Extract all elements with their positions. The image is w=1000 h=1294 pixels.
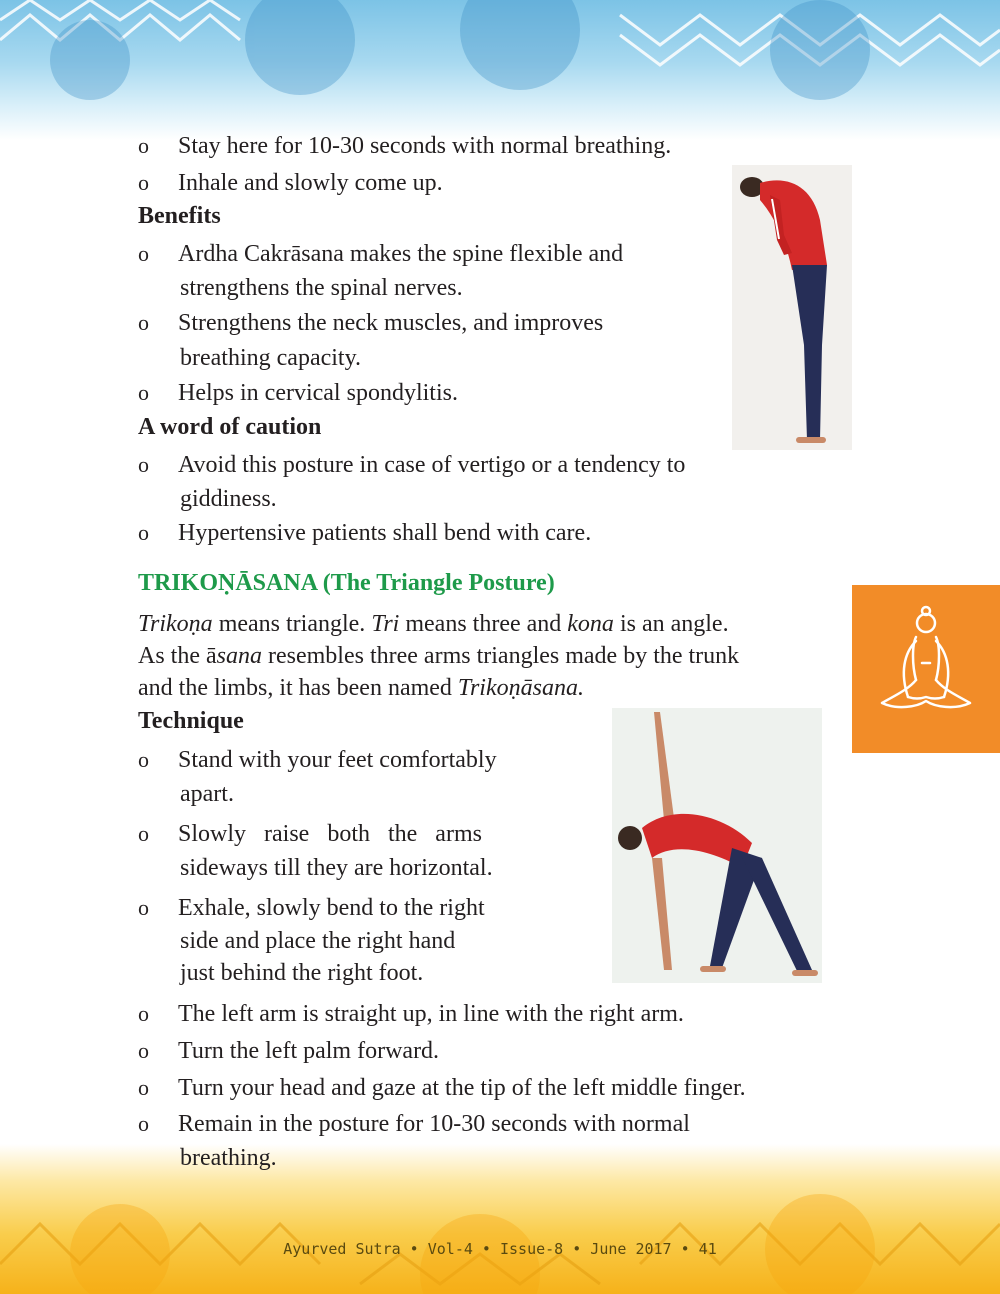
list-item-text-cont: breathing.	[180, 1145, 277, 1171]
term-trikona: Trikoṇa	[138, 611, 213, 637]
list-item-text: Turn your head and gaze at the tip of the left middle finger.	[178, 1075, 746, 1101]
list-item-text-cont: apart.	[180, 781, 234, 807]
intro-text: is an angle.	[613, 611, 729, 637]
bullet: o	[138, 1111, 149, 1136]
section-side-tab	[852, 585, 1000, 753]
triangle-posture-figure	[612, 708, 822, 983]
trikonasana-heading: TRIKOṆĀSANA (The Triangle Posture)	[138, 570, 555, 596]
intro-text: resembles three arms triangles made by the trunk	[262, 643, 740, 669]
intro-text: means triangle.	[212, 611, 372, 637]
bullet: o	[138, 310, 149, 335]
list-item-text: Slowly raise both the arms	[178, 821, 482, 847]
meditation-figure-icon	[852, 585, 1000, 753]
bullet: o	[138, 747, 149, 772]
trikonasana-intro-line-3	[138, 672, 584, 704]
list-item-text-cont: just behind the right foot.	[180, 960, 424, 986]
term-asana: sana	[216, 643, 262, 669]
list-item-text-cont: breathing capacity.	[180, 345, 362, 371]
term-trikonasana: Trikoṇāsana.	[457, 675, 584, 701]
standing-backbend-figure	[732, 165, 852, 450]
list-item-text: Helps in cervical spondylitis.	[178, 380, 458, 406]
list-item-text: Avoid this posture in case of vertigo or a tendency to	[178, 452, 686, 478]
term-tri: Tri	[371, 611, 400, 637]
bullet: o	[138, 170, 149, 195]
list-item-text: The left arm is straight up, in line with the right arm.	[178, 1001, 684, 1027]
bullet: o	[138, 520, 149, 545]
list-item-text: Turn the left palm forward.	[178, 1038, 440, 1064]
intro-text: As the ā	[138, 643, 217, 669]
top-mandala-pattern	[0, 0, 1000, 140]
bullet: o	[138, 1075, 149, 1100]
bullet: o	[138, 380, 149, 405]
trikonasana-intro-line-2	[138, 640, 739, 672]
bullet: o	[138, 895, 149, 920]
list-item-text: Stay here for 10-30 seconds with normal breathing.	[178, 133, 672, 159]
list-item-text-cont: sideways till they are horizontal.	[180, 855, 493, 881]
trikonasana-intro-line-1	[138, 608, 729, 640]
page-footer: Ayurved Sutra • Vol-4 • Issue-8 • June 2017 • 41	[283, 1240, 717, 1258]
trikonasana-photo	[612, 708, 822, 983]
bullet: o	[138, 241, 149, 266]
list-item-text: Stand with your feet comfortably	[178, 747, 497, 773]
bullet: o	[138, 1001, 149, 1026]
list-item-text-cont: side and place the right hand	[180, 928, 456, 954]
bullet: o	[138, 821, 149, 846]
caution-heading: A word of caution	[138, 414, 322, 440]
list-item-text: Exhale, slowly bend to the right	[178, 895, 485, 921]
bottom-decorative-band	[0, 1144, 1000, 1294]
bottom-mandala-pattern	[0, 1144, 1000, 1294]
list-item-text-cont: giddiness.	[180, 486, 277, 512]
list-item-text: Strengthens the neck muscles, and improves	[178, 310, 604, 336]
bullet: o	[138, 1038, 149, 1063]
list-item-text: Remain in the posture for 10-30 seconds with normal	[178, 1111, 690, 1137]
list-item-text: Ardha Cakrāsana makes the spine flexible and	[178, 241, 624, 267]
top-decorative-band	[0, 0, 1000, 140]
ardha-cakrasana-photo	[732, 165, 852, 450]
intro-text: means three and	[399, 611, 568, 637]
benefits-heading: Benefits	[138, 203, 221, 229]
term-kona: kona	[567, 611, 614, 637]
technique-heading: Technique	[138, 708, 244, 734]
list-item-text: Inhale and slowly come up.	[178, 170, 443, 196]
bullet: o	[138, 133, 149, 158]
list-item-text-cont: strengthens the spinal nerves.	[180, 275, 463, 301]
bullet: o	[138, 452, 149, 477]
list-item-text: Hypertensive patients shall bend with care.	[178, 520, 592, 546]
intro-text: and the limbs, it has been named	[138, 675, 458, 701]
